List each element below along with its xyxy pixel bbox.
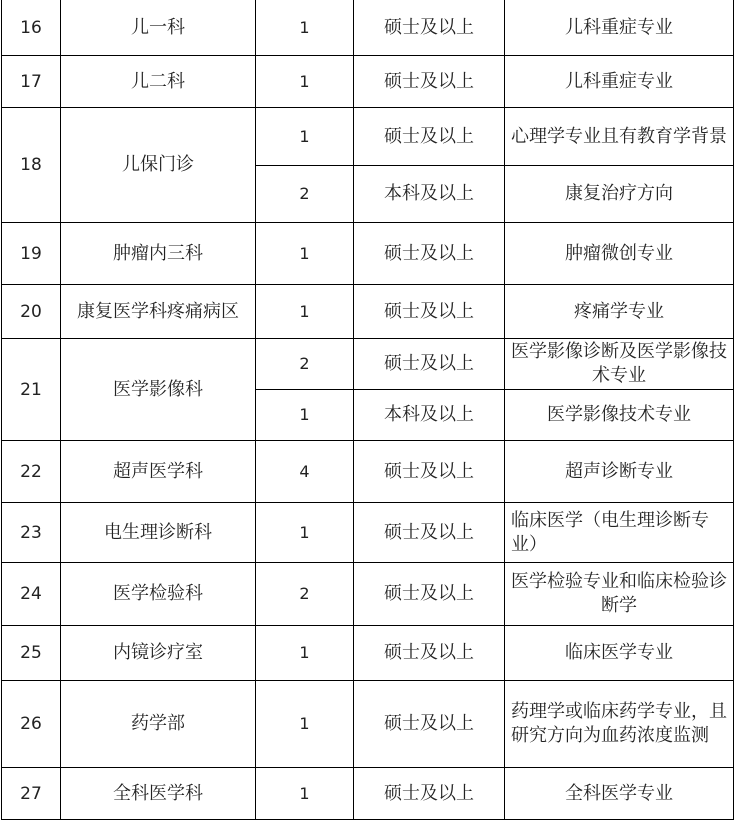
major-requirement: 超声诊断专业	[505, 441, 734, 503]
department-name: 药学部	[61, 681, 256, 768]
row-number: 24	[2, 563, 61, 626]
major-requirement: 医学影像技术专业	[505, 390, 734, 441]
major-requirement: 全科医学专业	[505, 768, 734, 820]
row-number: 27	[2, 768, 61, 820]
education-requirement: 硕士及以上	[354, 563, 505, 626]
education-requirement: 硕士及以上	[354, 108, 505, 166]
row-number: 25	[2, 626, 61, 681]
headcount: 2	[256, 563, 354, 626]
headcount: 1	[256, 390, 354, 441]
table-row	[2, 0, 734, 56]
department-name: 医学检验科	[61, 563, 256, 626]
major-requirement-text: 临床医学（电生理诊断专业）	[511, 509, 709, 555]
department-name: 医学影像科	[61, 339, 256, 441]
headcount: 1	[256, 56, 354, 108]
row-number: 17	[2, 56, 61, 108]
headcount: 1	[256, 285, 354, 339]
row-number: 18	[2, 108, 61, 223]
major-requirement	[505, 681, 734, 768]
major-requirement	[505, 339, 734, 390]
department-name: 儿保门诊	[61, 108, 256, 223]
table-row	[2, 108, 734, 166]
education-requirement: 硕士及以上	[354, 0, 505, 56]
major-requirement: 临床医学专业	[505, 626, 734, 681]
headcount: 1	[256, 503, 354, 563]
education-requirement: 硕士及以上	[354, 503, 505, 563]
department-name: 全科医学科	[61, 768, 256, 820]
department-name: 肿瘤内三科	[61, 223, 256, 285]
headcount: 1	[256, 681, 354, 768]
major-requirement-text: 药理学或临床药学专业，且研究方向为血药浓度监测	[511, 701, 727, 746]
headcount: 1	[256, 626, 354, 681]
row-number: 21	[2, 339, 61, 441]
headcount: 2	[256, 166, 354, 223]
department-name: 儿一科	[61, 0, 256, 56]
row-number: 26	[2, 681, 61, 768]
major-requirement	[505, 563, 734, 626]
major-requirement-text: 心理学专业且有教育学背景	[511, 125, 727, 147]
department-name: 儿二科	[61, 56, 256, 108]
table-row	[2, 285, 734, 339]
table-row	[2, 339, 734, 390]
headcount: 1	[256, 108, 354, 166]
major-requirement: 儿科重症专业	[505, 56, 734, 108]
education-requirement: 硕士及以上	[354, 626, 505, 681]
headcount: 1	[256, 0, 354, 56]
education-requirement: 硕士及以上	[354, 339, 505, 390]
education-requirement: 硕士及以上	[354, 768, 505, 820]
table-row	[2, 768, 734, 820]
education-requirement: 硕士及以上	[354, 285, 505, 339]
row-number: 23	[2, 503, 61, 563]
table-row	[2, 56, 734, 108]
education-requirement: 本科及以上	[354, 390, 505, 441]
education-requirement: 硕士及以上	[354, 56, 505, 108]
row-number: 22	[2, 441, 61, 503]
headcount: 1	[256, 768, 354, 820]
major-requirement-text: 医学检验专业和临床检验诊断学	[511, 571, 727, 616]
table-row	[2, 503, 734, 563]
table-row	[2, 563, 734, 626]
major-requirement: 肿瘤微创专业	[505, 223, 734, 285]
education-requirement: 硕士及以上	[354, 223, 505, 285]
department-name: 康复医学科疼痛病区	[61, 285, 256, 339]
table-row	[2, 441, 734, 503]
department-name: 超声医学科	[61, 441, 256, 503]
major-requirement	[505, 503, 734, 563]
headcount: 4	[256, 441, 354, 503]
education-requirement: 本科及以上	[354, 166, 505, 223]
major-requirement: 疼痛学专业	[505, 285, 734, 339]
major-requirement: 儿科重症专业	[505, 0, 734, 56]
major-requirement	[505, 108, 734, 166]
education-requirement: 硕士及以上	[354, 441, 505, 503]
table-row	[2, 626, 734, 681]
headcount: 2	[256, 339, 354, 390]
major-requirement-text: 医学影像诊断及医学影像技术专业	[511, 341, 727, 386]
major-requirement: 康复治疗方向	[505, 166, 734, 223]
row-number: 19	[2, 223, 61, 285]
row-number: 16	[2, 0, 61, 56]
department-name: 内镜诊疗室	[61, 626, 256, 681]
row-number: 20	[2, 285, 61, 339]
department-name: 电生理诊断科	[61, 503, 256, 563]
table-row	[2, 223, 734, 285]
headcount: 1	[256, 223, 354, 285]
recruitment-table	[1, 0, 734, 820]
education-requirement: 硕士及以上	[354, 681, 505, 768]
table-row	[2, 681, 734, 768]
